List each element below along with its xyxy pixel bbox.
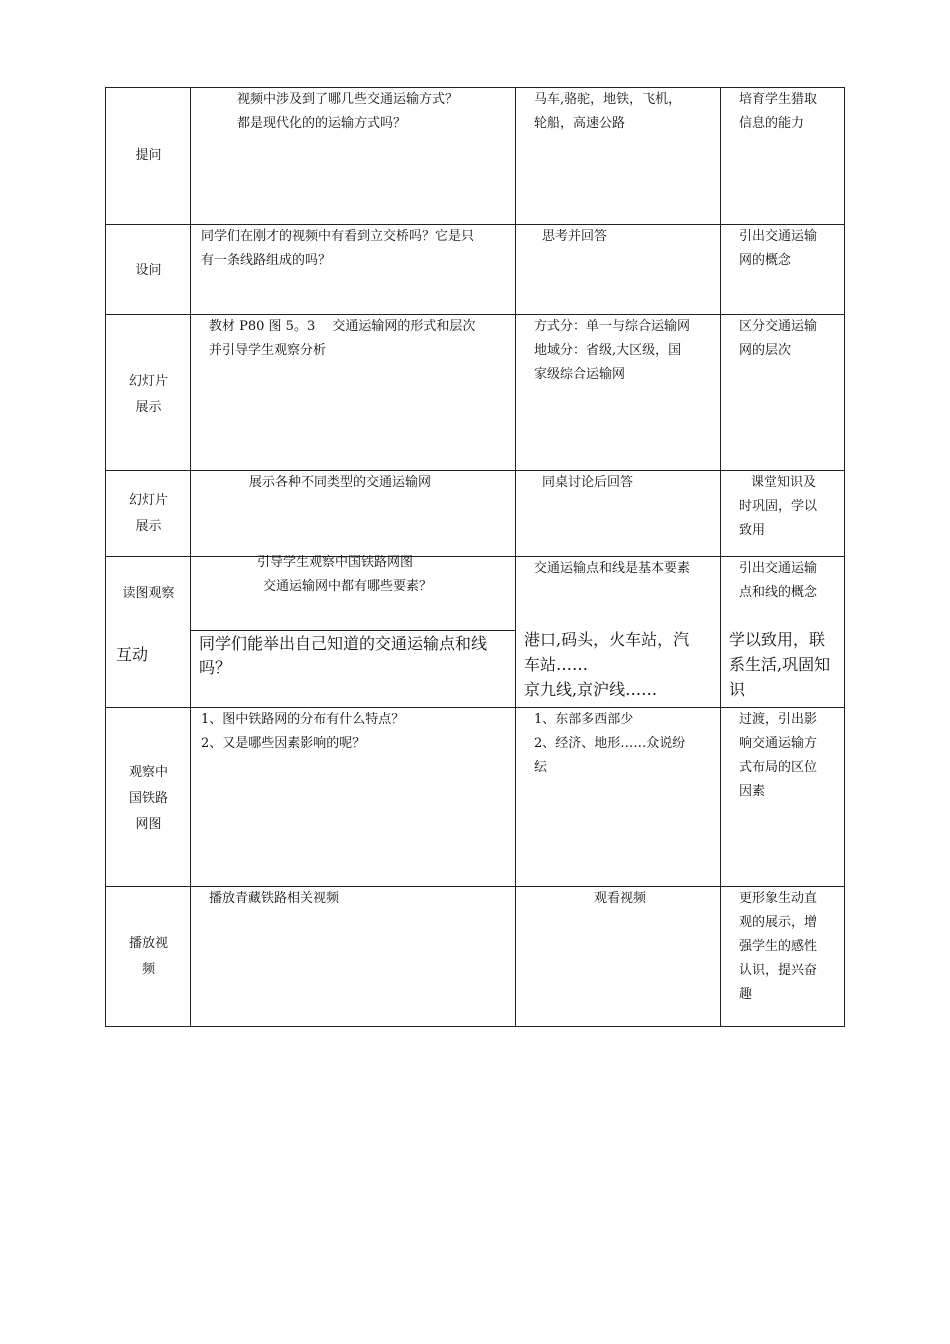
row-text-line: 有一条线路组成的吗？ bbox=[201, 253, 332, 268]
row-text-line: 京九线,京沪线…… bbox=[524, 680, 658, 699]
row-text-line: 1、东部多西部少 bbox=[534, 712, 634, 727]
row-text-line: 培育学生猎取 bbox=[739, 92, 818, 107]
row-6-purpose-cell bbox=[720, 886, 845, 1027]
row-5-teacher-cell bbox=[190, 707, 516, 887]
row-label-line: 幻灯片 bbox=[128, 374, 168, 389]
row-1-label-cell bbox=[105, 224, 191, 315]
row-4-teacher-cell-2 bbox=[190, 630, 516, 708]
row-label-line: 展示 bbox=[135, 400, 162, 415]
row-text-line: 观看视频 bbox=[594, 891, 647, 906]
row-text-line: 交通运输点和线是基本要素 bbox=[534, 561, 691, 576]
row-5-student-cell bbox=[515, 707, 721, 887]
row-0-purpose-cell bbox=[720, 87, 845, 225]
row-6-teacher-cell bbox=[190, 886, 516, 1027]
row-label-line: 网图 bbox=[135, 817, 162, 832]
row-label-line: 幻灯片 bbox=[128, 493, 168, 508]
row-text-line: 教材 P80 图 5。3 交通运输网的形式和层次 bbox=[209, 319, 476, 334]
row-text-line: 式布局的区位 bbox=[739, 760, 818, 775]
row-text-line: 识 bbox=[729, 680, 746, 699]
row-label-line: 设问 bbox=[135, 263, 162, 278]
row-text-line: 交通运输网中都有哪些要素？ bbox=[263, 579, 433, 594]
row-text-line: 致用 bbox=[739, 523, 766, 538]
row-label-line: 互动 bbox=[116, 645, 149, 664]
row-text-line: 吗？ bbox=[199, 658, 232, 677]
row-text-line: 网的层次 bbox=[739, 343, 792, 358]
row-0-student-cell bbox=[515, 87, 721, 225]
row-text-line: 强学生的感性 bbox=[739, 939, 818, 954]
row-4-label-cell bbox=[105, 556, 191, 708]
row-label-line: 展示 bbox=[135, 519, 162, 534]
row-2-purpose-cell bbox=[720, 314, 845, 471]
row-text-line: 思考并回答 bbox=[542, 229, 608, 244]
row-text-line: 学以致用，联 bbox=[729, 630, 826, 649]
row-text-line: 同桌讨论后回答 bbox=[542, 475, 634, 490]
row-text-line: 都是现代化的的运输方式吗？ bbox=[237, 116, 407, 131]
row-text-line: 引出交通运输 bbox=[739, 229, 818, 244]
row-text-line: 系生活,巩固知 bbox=[729, 655, 831, 674]
row-text-line: 引导学生观察中国铁路网图 bbox=[257, 555, 414, 570]
lesson-plan-table bbox=[105, 87, 845, 1027]
row-text-line: 2、又是哪些因素影响的呢？ bbox=[201, 736, 366, 751]
row-6-student-cell bbox=[515, 886, 721, 1027]
row-text-line: 引出交通运输 bbox=[739, 561, 818, 576]
row-1-purpose-cell bbox=[720, 224, 845, 315]
row-text-line: 纭 bbox=[534, 760, 548, 775]
row-text-line: 网的概念 bbox=[739, 253, 792, 268]
row-0-label-cell bbox=[105, 87, 191, 225]
row-text-line: 地域分：省级,大区级，国 bbox=[534, 343, 682, 358]
row-4-student-cell bbox=[515, 556, 721, 708]
row-text-line: 播放青藏铁路相关视频 bbox=[209, 891, 340, 906]
row-text-line: 区分交通运输 bbox=[739, 319, 818, 334]
row-text-line: 马车,骆驼，地铁，飞机， bbox=[534, 92, 682, 107]
row-text-line: 同学们能举出自己知道的交通运输点和线 bbox=[199, 634, 488, 653]
row-1-student-cell bbox=[515, 224, 721, 315]
row-text-line: 港口,码头，火车站，汽 bbox=[524, 630, 690, 649]
row-text-line: 时巩固，学以 bbox=[739, 499, 818, 514]
row-2-teacher-cell bbox=[190, 314, 516, 471]
row-0-teacher-cell bbox=[190, 87, 516, 225]
row-text-line: 展示各种不同类型的交通运输网 bbox=[249, 475, 432, 490]
row-label-line: 播放视 bbox=[128, 936, 168, 951]
row-text-line: 轮船，高速公路 bbox=[534, 116, 626, 131]
row-3-teacher-cell bbox=[190, 470, 516, 557]
row-text-line: 1、图中铁路网的分布有什么特点？ bbox=[201, 712, 405, 727]
row-6-label-cell bbox=[105, 886, 191, 1027]
row-3-label-cell bbox=[105, 470, 191, 557]
row-label-line: 国铁路 bbox=[128, 791, 168, 806]
row-text-line: 信息的能力 bbox=[739, 116, 805, 131]
row-label-line: 观察中 bbox=[128, 765, 168, 780]
row-text-line: 因素 bbox=[739, 784, 766, 799]
row-text-line: 同学们在刚才的视频中有看到立交桥吗？它是只 bbox=[201, 229, 475, 244]
row-text-line: 方式分：单一与综合运输网 bbox=[534, 319, 691, 334]
row-5-label-cell bbox=[105, 707, 191, 887]
row-text-line: 观的展示，增 bbox=[739, 915, 818, 930]
row-text-line: 车站…… bbox=[524, 655, 589, 674]
row-2-label-cell bbox=[105, 314, 191, 471]
row-text-line: 2、经济、地形……众说纷 bbox=[534, 736, 686, 751]
row-text-line: 响交通运输方 bbox=[739, 736, 818, 751]
row-5-purpose-cell bbox=[720, 707, 845, 887]
row-text-line: 点和线的概念 bbox=[739, 585, 818, 600]
row-text-line: 视频中涉及到了哪几些交通运输方式？ bbox=[237, 92, 459, 107]
row-3-student-cell bbox=[515, 470, 721, 557]
row-text-line: 过渡，引出影 bbox=[739, 712, 818, 727]
row-text-line: 并引导学生观察分析 bbox=[209, 343, 327, 358]
row-text-line: 认识，提兴奋 bbox=[739, 963, 818, 978]
row-label-line: 读图观察 bbox=[122, 586, 175, 601]
row-4-purpose-cell bbox=[720, 556, 845, 708]
row-text-line: 课堂知识及 bbox=[751, 475, 817, 490]
row-text-line: 趣 bbox=[739, 987, 753, 1002]
row-text-line: 更形象生动直 bbox=[739, 891, 818, 906]
row-2-student-cell bbox=[515, 314, 721, 471]
row-1-teacher-cell bbox=[190, 224, 516, 315]
row-label-line: 频 bbox=[141, 962, 155, 977]
row-text-line: 家级综合运输网 bbox=[534, 367, 626, 382]
row-label-line: 提问 bbox=[135, 148, 162, 163]
row-3-purpose-cell bbox=[720, 470, 845, 557]
row-4-teacher-cell bbox=[190, 556, 516, 631]
